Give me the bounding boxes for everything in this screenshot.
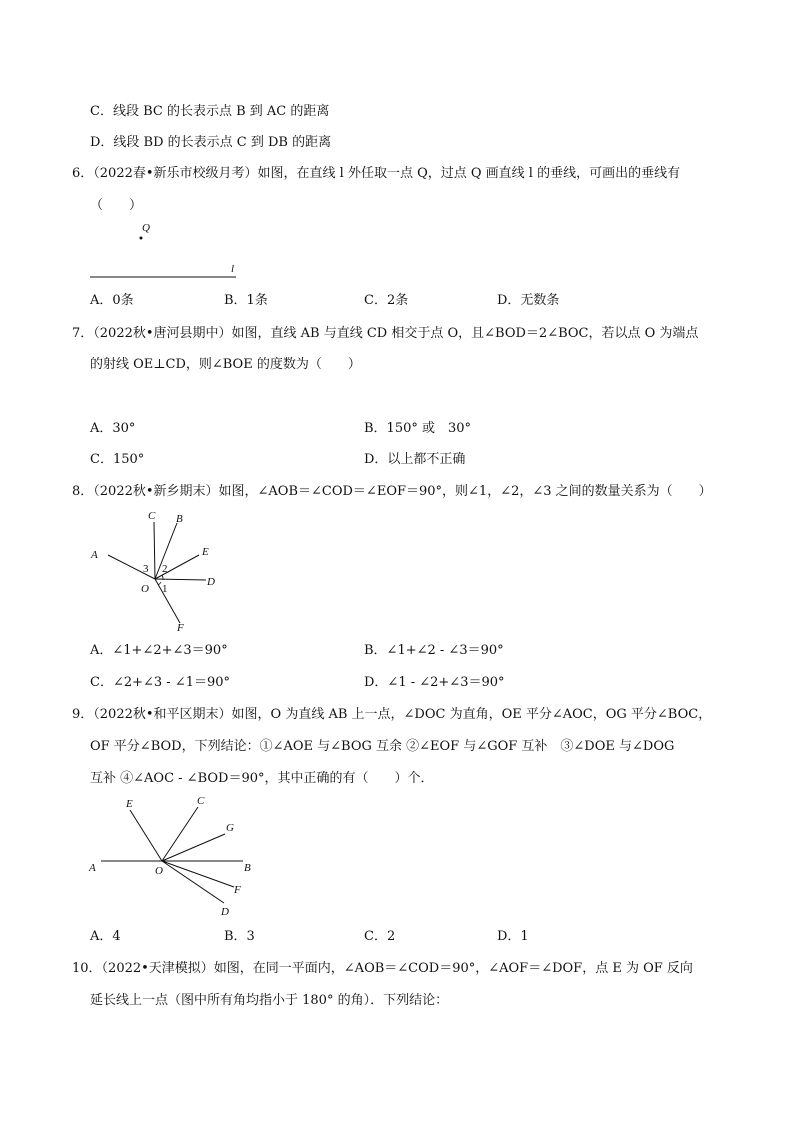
- q7-stem-line1: 7．（2022秋•唐河县期中）如图，直线 AB 与直线 CD 相交于点 O，且∠BOD＝2∠BOC，若以点 O 为端点: [72, 326, 699, 341]
- q7-option-b: B．150° 或 30°: [364, 421, 472, 436]
- q9-label-a: A: [89, 862, 96, 874]
- q7-stem-line2: 的射线 OE⊥CD，则∠BOE 的度数为（ ）: [90, 357, 361, 372]
- q8-stem: 8．（2022秋•新乡期末）如图，∠AOB＝∠COD＝∠EOF＝90°，则∠1，∠2，∠3 之间的数量关系为（ ）: [72, 484, 712, 499]
- q6-label-l: l: [231, 263, 235, 275]
- q6-point-q: [140, 237, 143, 240]
- q9-option-a: A．4: [90, 929, 121, 944]
- q6-figure: [88, 220, 248, 280]
- q9-stem-line2: OF 平分∠BOD，下列结论：①∠AOE 与∠BOG 互余 ②∠EOF 与∠GOF 互补 ③∠DOE 与∠DOG: [90, 739, 675, 754]
- q6-option-a: A．0条: [90, 293, 134, 308]
- q6-stem-line1: 6．（2022春•新乐市校级月考）如图，在直线 l 外任取一点 Q，过点 Q 画直线 l 的垂线，可画出的垂线有: [72, 166, 681, 181]
- q9-label-o: O: [155, 865, 163, 877]
- q8-label-c: C: [148, 510, 156, 522]
- q8-angle-arc-1: [158, 582, 161, 585]
- q9-label-f: F: [234, 884, 241, 896]
- q9-label-b: B: [244, 862, 251, 874]
- q9-option-b: B．3: [224, 929, 255, 944]
- q8-angle-label-3: 3: [143, 563, 149, 575]
- q8-option-a: A．∠1+∠2+∠3＝90°: [90, 643, 228, 658]
- q8-label-e: E: [202, 546, 209, 558]
- q8-option-b: B．∠1+∠2 - ∠3＝90°: [364, 643, 504, 658]
- q8-ray-oc: [154, 522, 155, 579]
- q8-label-a: A: [91, 549, 98, 561]
- q6-option-b: B．1条: [224, 293, 268, 308]
- q9-label-d: D: [221, 906, 229, 918]
- q9-stem-line3: 互补 ④∠AOC - ∠BOD＝90°，其中正确的有（ ）个．: [90, 771, 434, 786]
- q9-ray-of: [162, 861, 234, 887]
- q7-option-a: A．30°: [90, 421, 136, 436]
- q8-label-o: O: [141, 583, 149, 595]
- q8-ray-of: [155, 579, 180, 623]
- q6-option-d: D．无数条: [497, 293, 560, 308]
- q6-stem-line2: （ ）: [90, 198, 143, 213]
- q8-option-d: D．∠1 - ∠2+∠3＝90°: [364, 675, 505, 690]
- q5-option-d: D．线段 BD 的长表示点 C 到 DB 的距离: [90, 135, 332, 150]
- q8-figure: [85, 505, 235, 635]
- q9-ray-oe: [130, 810, 162, 861]
- q8-angle-label-2: 2: [162, 563, 168, 575]
- q9-stem-line1: 9．（2022秋•和平区期末）如图，O 为直线 AB 上一点，∠DOC 为直角，OE 平分∠AOC，OG 平分∠BOC，: [72, 707, 712, 722]
- q8-angle-label-1: 1: [162, 583, 168, 595]
- q10-stem-line2: 延长线上一点（图中所有角均指小于 180° 的角）．下列结论：: [90, 993, 449, 1008]
- q8-label-d: D: [207, 576, 215, 588]
- q9-label-e: E: [126, 798, 133, 810]
- q9-figure: [85, 790, 275, 925]
- q7-option-d: D．以上都不正确: [364, 452, 466, 467]
- q10-stem-line1: 10．（2022•天津模拟）如图，在同一平面内，∠AOB＝∠COD＝90°，∠AOF＝∠DOF，点 E 为 OF 反向: [72, 961, 693, 976]
- q8-option-c: C．∠2+∠3 - ∠1＝90°: [90, 675, 231, 690]
- q6-option-c: C．2条: [364, 293, 409, 308]
- q9-option-c: C．2: [364, 929, 396, 944]
- q5-option-c: C．线段 BC 的长表示点 B 到 AC 的距离: [90, 104, 330, 119]
- q9-option-d: D．1: [497, 929, 529, 944]
- q9-label-c: C: [197, 795, 205, 807]
- q8-label-b: B: [176, 513, 183, 525]
- q8-label-f: F: [177, 622, 184, 634]
- q9-label-g: G: [226, 822, 234, 834]
- q6-label-q: Q: [142, 222, 150, 234]
- q9-ray-od: [162, 861, 224, 903]
- q7-option-c: C．150°: [90, 452, 145, 467]
